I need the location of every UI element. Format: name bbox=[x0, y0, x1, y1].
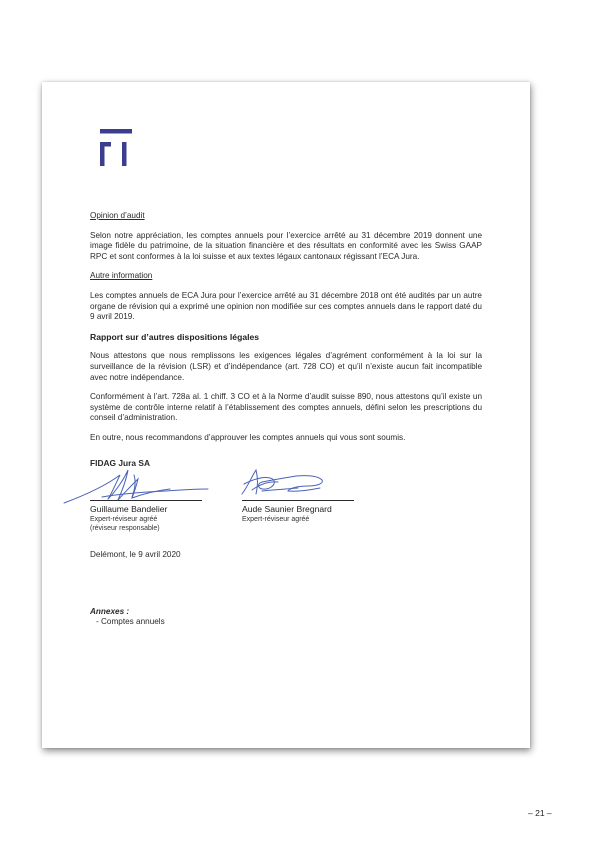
audit-opinion-heading: Opinion d’audit bbox=[90, 211, 145, 220]
audit-opinion-text: Selon notre appréciation, les comptes annuels pour l’exercice arrêté au 31 décembre 2019 donnent une image fidèle du patrimoine, de la situation financière et des résultats en conformité avec les Swiss GAAP RPC et sont conformes à la loi suisse et aux textes légaux cantonaux régissant l’ECA Jura. bbox=[90, 230, 482, 261]
legal-report-paragraph: Conformément à l’art. 728a al. 1 chiff. 3 CO et à la Norme d’audit suisse 890, nous attestons qu’il existe un système de contrôle interne relatif à l’établissement des comptes annuels, défini selon les prescriptions du conseil d’administration. bbox=[90, 392, 482, 423]
annexes bbox=[90, 607, 482, 628]
other-information-text: Les comptes annuels de ECA Jura pour l’exercice arrêté au 31 décembre 2018 ont été audités par un autre organe de révision qui a exprimé une opinion non modifiée sur ces comptes annuels dans le rapport daté du 9 avril 2019. bbox=[90, 290, 482, 322]
annex-item: - Comptes annuels bbox=[96, 617, 165, 627]
annexes-title: Annexes : bbox=[90, 606, 130, 616]
signature-block bbox=[90, 468, 482, 530]
signature-2 bbox=[238, 464, 328, 502]
document-page bbox=[42, 82, 530, 748]
legal-report-paragraph: En outre, nous recommandons d’approuver les comptes annuels qui vous sont soumis. bbox=[90, 432, 406, 442]
other-information-heading: Autre information bbox=[90, 271, 153, 281]
signatory-1 bbox=[90, 500, 202, 533]
company-name: FIDAG Jura SA bbox=[90, 457, 151, 468]
signatory-note: (réviseur responsable) bbox=[90, 524, 160, 532]
signatory-name: Aude Saunier Bregnard bbox=[242, 504, 332, 515]
signatory-role: Expert-réviseur agréé bbox=[90, 515, 158, 523]
page-number: – 21 – bbox=[528, 808, 552, 818]
signatory-2 bbox=[242, 500, 354, 524]
fi-logo-icon bbox=[100, 129, 132, 166]
signature-line bbox=[242, 500, 354, 501]
signature-line bbox=[90, 500, 202, 501]
report-body bbox=[90, 211, 482, 628]
legal-report-heading: Rapport sur d’autres dispositions légales bbox=[90, 331, 260, 342]
signatory-role: Expert-réviseur agréé bbox=[242, 515, 310, 523]
signatory-name: Guillaume Bandelier bbox=[90, 504, 168, 515]
legal-report-paragraph: Nous attestons que nous remplissons les exigences légales d’agrément conformément à la loi sur la surveillance de la révision (LSR) et d’indépendance (art. 728 CO) et qu’il n’existe aucun fait incompatible avec notre indépendance. bbox=[90, 351, 482, 382]
place-and-date: Delémont, le 9 avril 2020 bbox=[90, 550, 181, 560]
